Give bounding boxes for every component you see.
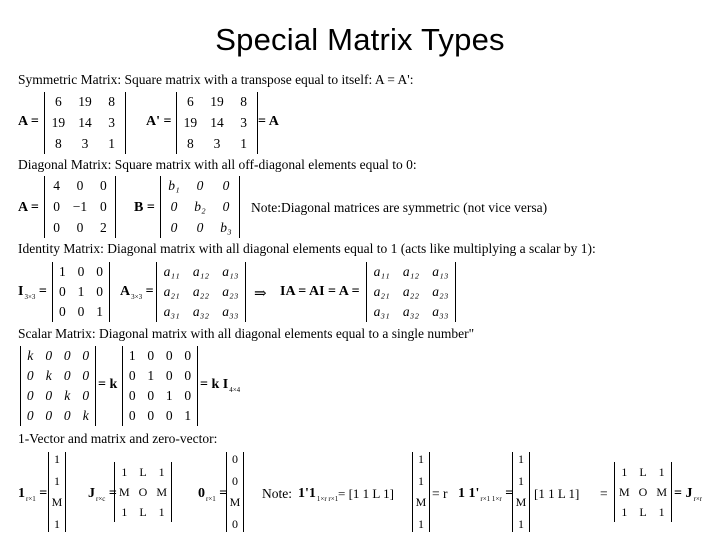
matrix-cell: a₁₃ xyxy=(222,264,239,279)
matrix-cell: 3 xyxy=(213,135,221,151)
zero-vector-label: $0_{r\times 1}$ = xyxy=(198,486,228,503)
matrix-cell: 1 xyxy=(108,135,116,151)
matrix-cell: O xyxy=(638,484,648,499)
matrix-cell: 1 xyxy=(128,348,136,363)
identity-lhs: $I_{3\times 3}$ = xyxy=(18,284,47,301)
vector-cell: 1 xyxy=(518,473,524,488)
matrix-cell: M xyxy=(656,484,667,499)
matrix-cell: 0 xyxy=(26,408,34,423)
matrix-cell: 0 xyxy=(165,348,173,363)
matrix-cell: O xyxy=(138,484,148,499)
matrix-cell: 0 xyxy=(63,368,71,383)
scalar-eq1: = k xyxy=(98,377,118,392)
matrix-cell: L xyxy=(139,504,147,519)
matrix-cell: 0 xyxy=(63,408,71,423)
matrix-cell: 0 xyxy=(63,348,71,363)
matrix-cell: a₃₁ xyxy=(373,304,390,319)
matrix-cell: 0 xyxy=(165,368,173,383)
matrix-cell: k xyxy=(27,348,34,363)
matrix-cell: 0 xyxy=(82,388,90,403)
vector-cell: M xyxy=(229,495,241,510)
matrix-cell: L xyxy=(639,464,647,479)
matrix-cell: 0 xyxy=(58,284,66,299)
column-vector-2 xyxy=(512,452,530,532)
matrix-cell: 0 xyxy=(147,408,155,423)
vector-cell: 1 xyxy=(418,452,424,466)
diagonal-matrix-a xyxy=(44,176,116,238)
matrix-cell: 0 xyxy=(82,368,90,383)
matrix-cell: 2 xyxy=(99,219,107,235)
matrix-cell: b₃ xyxy=(220,219,232,235)
matrix-cell: 0 xyxy=(53,219,61,235)
matrix-cell: k xyxy=(64,388,71,403)
vectors-note: Note: xyxy=(262,486,292,501)
matrix-cell: 0 xyxy=(99,178,107,194)
matrix-cell: 1 xyxy=(184,408,192,423)
matrix-cell: 0 xyxy=(184,388,192,403)
matrix-cell: 0 xyxy=(96,264,104,279)
diagonal-rhs: B = xyxy=(134,200,155,215)
identity-arrow: ⇒ xyxy=(254,286,267,302)
j-matrix xyxy=(114,462,172,522)
matrix-cell: 0 xyxy=(184,368,192,383)
matrix-cell: a₁₃ xyxy=(432,264,449,279)
matrix-cell: 1 xyxy=(621,504,628,519)
vector-cell: 1 xyxy=(418,516,424,531)
matrix-cell: 19 xyxy=(183,114,198,130)
symmetric-matrix-transpose xyxy=(176,92,258,154)
matrix-cell: 0 xyxy=(45,408,53,423)
one-vector xyxy=(48,452,66,532)
matrix-cell: 0 xyxy=(58,304,66,319)
matrix-cell: 0 xyxy=(170,198,178,214)
matrix-cell: 0 xyxy=(147,388,155,403)
matrix-cell: 0 xyxy=(170,219,178,235)
outer-product-matrix xyxy=(614,462,672,522)
column-vector-1 xyxy=(412,452,430,532)
diagonal-lhs: A = xyxy=(18,200,39,215)
symmetric-matrix-a xyxy=(44,92,126,154)
scalar-heading: Scalar Matrix: Diagonal matrix with all diagonal elements equal to a single number" xyxy=(18,326,475,341)
matrix-cell: 1 xyxy=(658,504,665,519)
matrix-cell: 0 xyxy=(128,388,136,403)
matrix-cell: 3 xyxy=(81,135,89,151)
matrix-cell: a₃₂ xyxy=(402,304,420,319)
diagonal-heading: Diagonal Matrix: Square matrix with all off-diagonal elements equal to 0: xyxy=(18,157,417,172)
matrix-cell: a₂₁ xyxy=(163,284,180,299)
matrix-cell: 3 xyxy=(108,114,116,130)
matrix-cell: 19 xyxy=(51,114,66,130)
scalar-matrix-k xyxy=(20,346,96,426)
matrix-cell: 1 xyxy=(58,264,66,279)
matrix-cell: b₁ xyxy=(168,178,180,194)
matrix-cell: M xyxy=(618,484,630,499)
vector-cell: M xyxy=(415,495,427,510)
matrix-cell: 0 xyxy=(45,388,53,403)
matrix-cell: b₂ xyxy=(194,198,206,214)
matrix-cell: a₁₂ xyxy=(192,264,210,279)
matrix-cell: 0 xyxy=(82,348,90,363)
matrix-cell: 0 xyxy=(147,348,155,363)
matrix-cell: 1 xyxy=(121,464,128,479)
vector-cell: 1 xyxy=(518,452,524,466)
vector-cell: M xyxy=(515,495,527,510)
matrix-cell: 1 xyxy=(165,388,173,403)
matrix-cell: 1 xyxy=(96,304,104,319)
matrix-cell: 0 xyxy=(77,304,85,319)
one-vector-label: $1_{r\times 1}$ = xyxy=(18,486,48,503)
diagonal-note: Note:Diagonal matrices are symmetric (not vice versa) xyxy=(251,200,548,215)
matrix-cell: 1 xyxy=(621,464,628,479)
vector-cell: 1 xyxy=(54,452,60,466)
vector-cell: 1 xyxy=(418,473,424,488)
row-vector-2: [1 1 L 1] xyxy=(534,486,580,501)
vectors-heading: 1-Vector and matrix and zero-vector: xyxy=(18,431,218,446)
matrix-cell: a₂₃ xyxy=(222,284,239,299)
vector-cell: 0 xyxy=(232,452,238,466)
matrix-cell: 8 xyxy=(240,94,248,110)
matrix-cell: 0 xyxy=(184,348,192,363)
page-title: Special Matrix Types xyxy=(215,22,505,57)
equals-sign: = xyxy=(600,486,608,501)
matrix-cell: a₃₃ xyxy=(432,304,449,319)
matrix-cell: a₃₂ xyxy=(192,304,210,319)
matrix-cell: 0 xyxy=(222,178,230,194)
identity-equation: IA = AI = A = xyxy=(280,284,360,299)
matrix-cell: 1 xyxy=(158,464,165,479)
matrix-cell: 0 xyxy=(26,388,34,403)
j-matrix-label: $J_{r\times c}$ = xyxy=(88,486,117,503)
eq-j: = $J_{r\times r}$ xyxy=(674,486,703,503)
vector-cell: 0 xyxy=(232,473,238,488)
matrix-cell: 14 xyxy=(210,114,224,130)
matrix-cell: 1 xyxy=(77,284,85,299)
matrix-cell: 14 xyxy=(78,114,92,130)
outer-product-label: 1 $1'_{r\times 1 1\times r}$ = xyxy=(458,486,514,503)
matrix-cell: k xyxy=(82,408,89,423)
matrix-cell: L xyxy=(639,504,647,519)
matrix-cell: 8 xyxy=(54,135,62,151)
matrix-cell: 0 xyxy=(26,368,34,383)
identity-matrix-a-result xyxy=(366,262,456,322)
vector-cell: 1 xyxy=(518,516,524,531)
matrix-cell: 6 xyxy=(186,94,194,110)
matrix-cell: 0 xyxy=(53,198,61,214)
matrix-cell: a₃₁ xyxy=(163,304,180,319)
row-vector-1: = [1 1 L 1] xyxy=(338,486,394,501)
matrix-cell: 0 xyxy=(76,178,84,194)
matrix-cell: 4 xyxy=(53,178,61,194)
matrix-cell: 0 xyxy=(128,368,136,383)
matrix-cell: 0 xyxy=(76,219,84,235)
matrix-cell: a₂₂ xyxy=(192,284,210,299)
scalar-matrix-i xyxy=(122,346,198,426)
matrix-cell: 1 xyxy=(147,368,155,383)
vector-cell: 0 xyxy=(232,516,238,531)
matrix-cell: 0 xyxy=(196,178,204,194)
matrix-cell: a₁₁ xyxy=(373,264,390,279)
matrix-cell: 1 xyxy=(658,464,665,479)
vector-cell: M xyxy=(51,495,63,510)
matrix-cell: 0 xyxy=(196,219,204,235)
matrix-cell: 0 xyxy=(165,408,173,423)
eq-r: = r xyxy=(432,486,448,501)
matrix-cell: 6 xyxy=(54,94,62,110)
identity-mid: $A_{3\times 3}$ = xyxy=(120,284,154,301)
matrix-cell: a₁₂ xyxy=(402,264,420,279)
matrix-cell: 1 xyxy=(240,135,248,151)
matrix-cell: a₁₁ xyxy=(163,264,180,279)
symmetric-lhs: A = xyxy=(18,114,39,129)
matrix-cell: a₂₂ xyxy=(402,284,420,299)
matrix-cell: 0 xyxy=(128,408,136,423)
matrix-cell: 0 xyxy=(99,198,107,214)
matrix-cell: 1 xyxy=(158,504,165,519)
zero-vector xyxy=(226,452,244,532)
dot-product-label: $1'1_{1\times r r\times 1}$ xyxy=(298,486,339,503)
diagonal-matrix-b xyxy=(160,176,240,238)
matrix-cell: 0 xyxy=(222,198,230,214)
matrix-cell: k xyxy=(45,368,52,383)
matrix-cell: a₃₃ xyxy=(222,304,239,319)
scalar-eq2: = k $I_{4\times 4}$ xyxy=(200,377,241,394)
matrix-cell: 19 xyxy=(78,94,92,110)
vector-cell: 1 xyxy=(54,473,60,488)
matrix-cell: 0 xyxy=(77,264,85,279)
symmetric-tail: = A xyxy=(258,114,279,129)
matrix-cell: 19 xyxy=(210,94,224,110)
matrix-cell: L xyxy=(139,464,147,479)
matrix-cell: 8 xyxy=(186,135,194,151)
identity-heading: Identity Matrix: Diagonal matrix with all diagonal elements equal to 1 (acts like multiplying a scalar by 1): xyxy=(18,241,596,256)
matrix-cell: −1 xyxy=(72,198,88,214)
matrix-cell: 3 xyxy=(240,114,248,130)
matrix-cell: 8 xyxy=(108,94,116,110)
matrix-cell: M xyxy=(118,484,130,499)
matrix-cell: 0 xyxy=(96,284,104,299)
identity-matrix-i xyxy=(52,262,110,322)
matrix-cell: a₂₁ xyxy=(373,284,390,299)
identity-matrix-a xyxy=(156,262,246,322)
vector-cell: 1 xyxy=(54,516,60,531)
symmetric-heading: Symmetric Matrix: Square matrix with a transpose equal to itself: A = A': xyxy=(18,72,414,87)
matrix-cell: 0 xyxy=(45,348,53,363)
symmetric-rhs: A' = xyxy=(146,114,172,129)
matrix-cell: M xyxy=(156,484,167,499)
matrix-cell: 1 xyxy=(121,504,128,519)
matrix-cell: a₂₃ xyxy=(432,284,449,299)
